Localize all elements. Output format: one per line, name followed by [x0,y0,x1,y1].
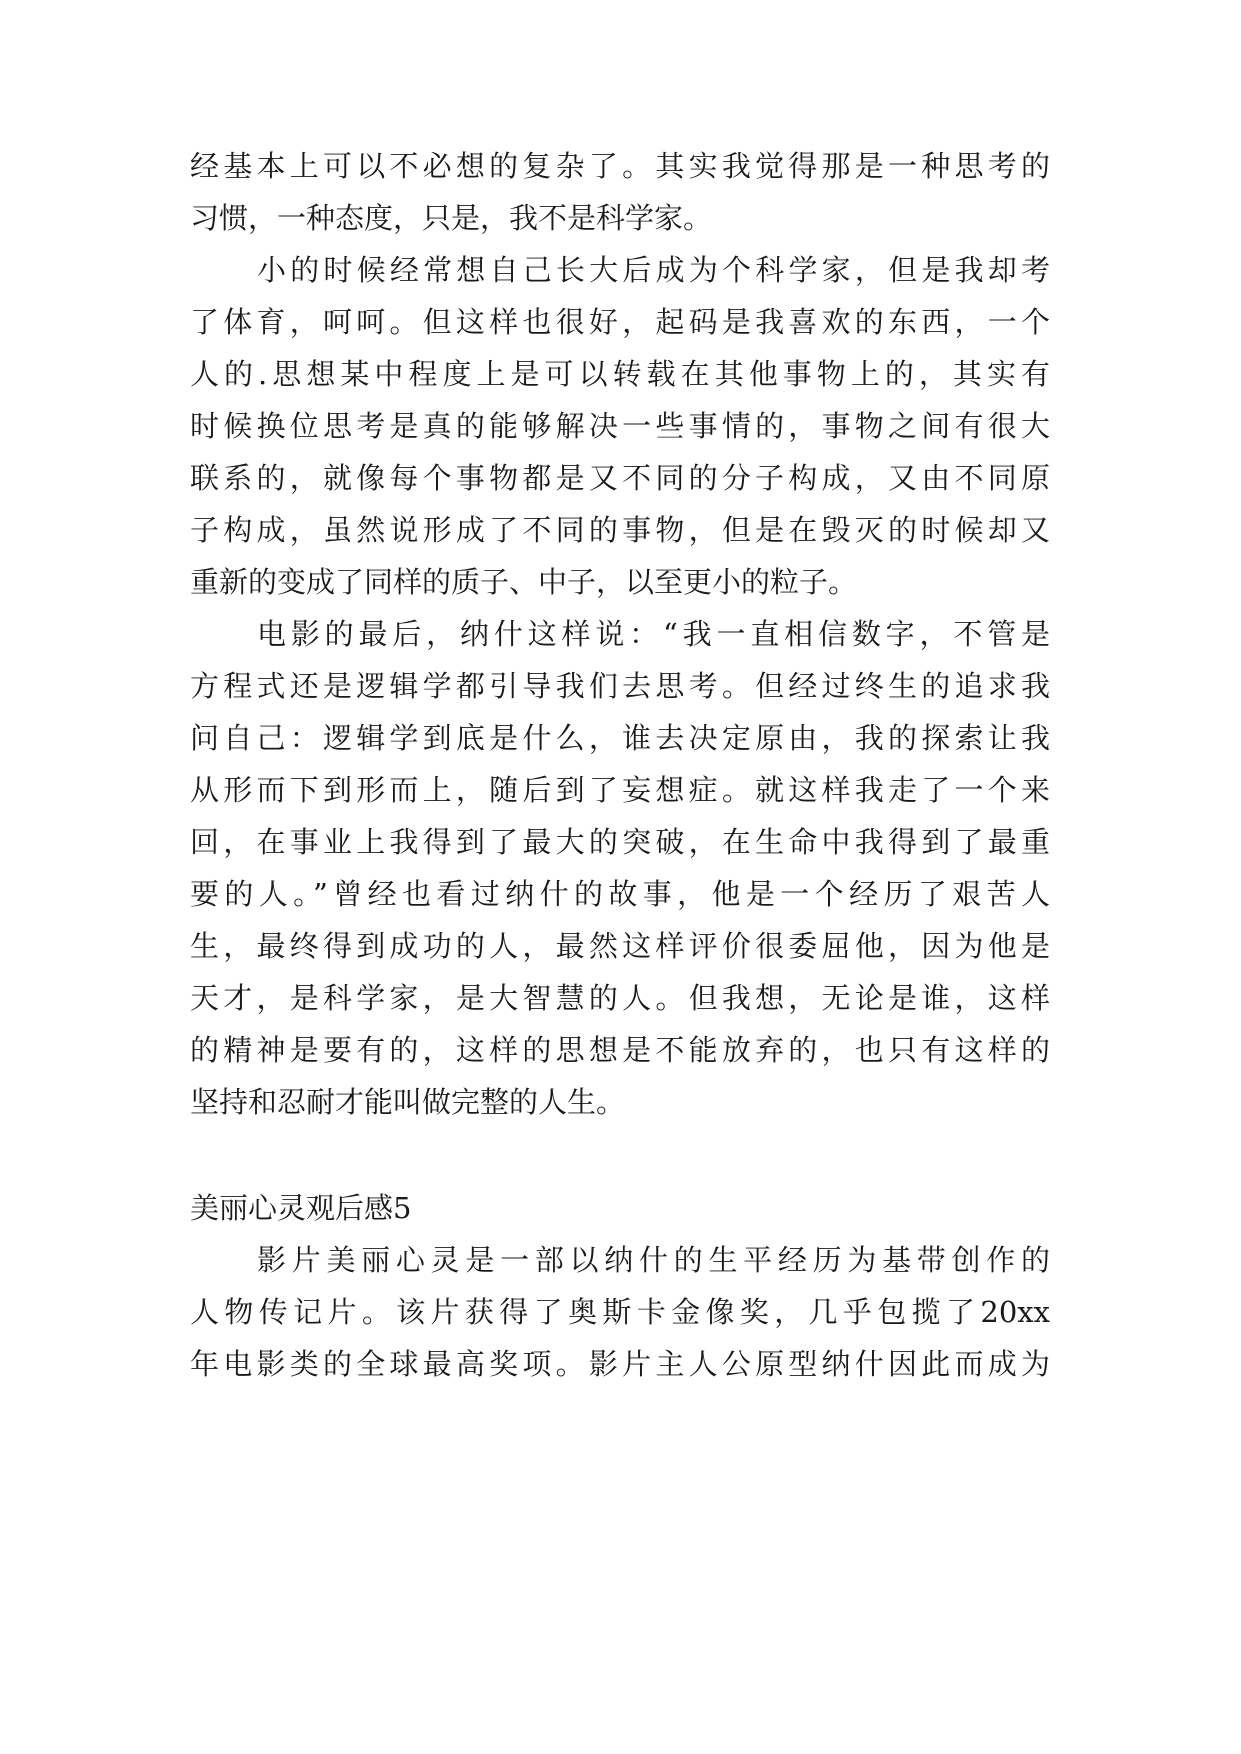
paragraph-line: 生，最终得到成功的人，最然这样评价很委屈他，因为他是 [190,929,1050,963]
paragraph-line: 时候换位思考是真的能够解决一些事情的，事物之间有很大 [190,409,1050,443]
paragraph-line: 人的.思想某中程度上是可以转载在其他事物上的，其实有 [190,357,1050,391]
paragraph-line: 人物传记片。该片获得了奥斯卡金像奖，几乎包揽了20xx [190,1295,1050,1329]
paragraph-line: 重新的变成了同样的质子、中子，以至更小的粒子。 [190,565,858,599]
paragraph-line: 方程式还是逻辑学都引导我们去思考。但经过终生的追求我 [190,669,1050,703]
paragraph-line: 子构成，虽然说形成了不同的事物，但是在毁灭的时候却又 [190,513,1050,547]
paragraph-line: 从形而下到形而上，随后到了妄想症。就这样我走了一个来 [190,773,1050,807]
paragraph-line: 影片美丽心灵是一部以纳什的生平经历为基带创作的 [257,1243,1050,1277]
section-heading: 美丽心灵观后感5 [190,1191,412,1225]
paragraph-line: 年电影类的全球最高奖项。影片主人公原型纳什因此而成为 [190,1347,1050,1381]
paragraph-line: 经基本上可以不必想的复杂了。其实我觉得那是一种思考的 [190,149,1050,183]
paragraph-line: 联系的，就像每个事物都是又不同的分子构成，又由不同原 [190,461,1050,495]
paragraph-line: 了体育，呵呵。但这样也很好，起码是我喜欢的东西，一个 [190,305,1050,339]
paragraph-line: 习惯，一种态度，只是，我不是科学家。 [190,201,713,235]
paragraph-line: 回，在事业上我得到了最大的突破，在生命中我得到了最重 [190,825,1050,859]
paragraph-line: 电影的最后，纳什这样说：“我一直相信数字，不管是 [257,617,1050,651]
paragraph-line: 小的时候经常想自己长大后成为个科学家，但是我却考 [257,253,1050,287]
paragraph-line: 要的人。”曾经也看过纳什的故事，他是一个经历了艰苦人 [190,877,1050,911]
paragraph-line: 坚持和忍耐才能叫做完整的人生。 [190,1085,626,1119]
paragraph-line: 的精神是要有的，这样的思想是不能放弃的，也只有这样的 [190,1033,1050,1067]
paragraph-line: 天才，是科学家，是大智慧的人。但我想，无论是谁，这样 [190,981,1050,1015]
paragraph-line: 问自己：逻辑学到底是什么，谁去决定原由，我的探索让我 [190,721,1050,755]
